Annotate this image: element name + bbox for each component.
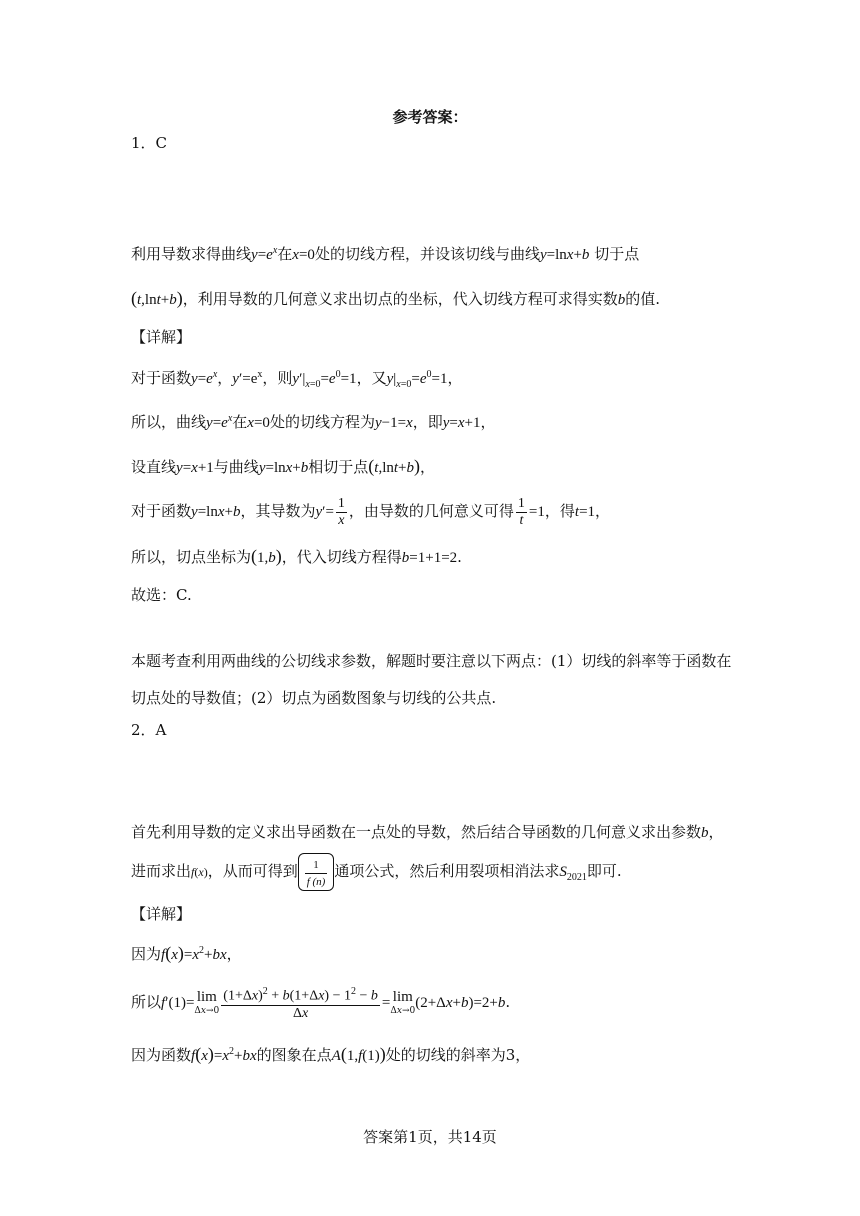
page-title: 参考答案： bbox=[392, 108, 468, 126]
q2-answer: 2．A bbox=[131, 721, 167, 739]
q2-detail-line2: 所以f′(1)= lim Δx→0 $\frac{(1+\Delta x)^2 + b(1+\Delta x) - 1^2 - b}{\Delta x}$ = lim Δx→0 (2+Δx+b)=2+b. bbox=[131, 986, 511, 1021]
q1-detail-line4: 对于函数y=lnx+b，其导数为y′= $\frac{1}{x}$ ，由导数的几何意义可得 $\frac{1}{t}$ =1，得t=1， bbox=[131, 495, 611, 528]
q1-detail-line2: 所以，曲线$y=e^x$在x=0处的切线方程为y−1=x，即y=x+1， bbox=[131, 413, 496, 431]
q1-detail-line6: 故选：C. bbox=[131, 586, 192, 604]
q2-analysis-line1: 首先利用导数的定义求出导函数在一点处的导数，然后结合导函数的几何意义求出参数b， bbox=[131, 823, 724, 841]
q2-detail-line3: 因为函数$f(x)=x^2+bx$的图象在点A(1,f(1))处的切线的斜率为3， bbox=[131, 1044, 531, 1064]
q1-comment-line2: 切点处的导数值；(2）切点为函数图象与切线的公共点. bbox=[131, 689, 497, 707]
page-footer: 答案第1页，共14页 bbox=[363, 1128, 497, 1146]
q1-comment-line1: 本题考查利用两曲线的公切线求参数，解题时要注意以下两点：(1）切线的斜率等于函数在 bbox=[131, 652, 732, 670]
q2-analysis-line2: 进而求出f(x)，从而可得到 $\frac{1}{f (n)}$ 通项公式，然后利用裂项相消法求$S_{2021}$即可. bbox=[131, 853, 760, 896]
q1-detail-line5: 所以，切点坐标为(1,b)，代入切线方程得b=1+1=2. bbox=[131, 546, 462, 566]
q1-detail-line1: 对于函数$y=e^x$，$y'=e^x$，则$y'|_{x=0}=e^0=1$，又$y|_{x=0}=e^0=1$， bbox=[131, 369, 463, 390]
q2-detail-label: 【详解】 bbox=[131, 905, 192, 923]
q1-analysis-line1: 利用导数求得曲线$y=e^x$在x=0处的切线方程，并设该切线与曲线y=lnx+b 切于点 bbox=[131, 245, 640, 263]
q1-analysis-line2: (t,lnt+b)，利用导数的几何意义求出切点的坐标，代入切线方程可求得实数b的值. bbox=[131, 288, 661, 308]
q1-detail-line3: 设直线y=x+1与曲线y=lnx+b相切于点(t,lnt+b)， bbox=[131, 456, 436, 476]
q1-detail-label: 【详解】 bbox=[131, 328, 192, 346]
q2-detail-line1: 因为$f(x)=x^2+bx$， bbox=[131, 943, 242, 963]
q1-answer: 1．C bbox=[131, 134, 168, 152]
